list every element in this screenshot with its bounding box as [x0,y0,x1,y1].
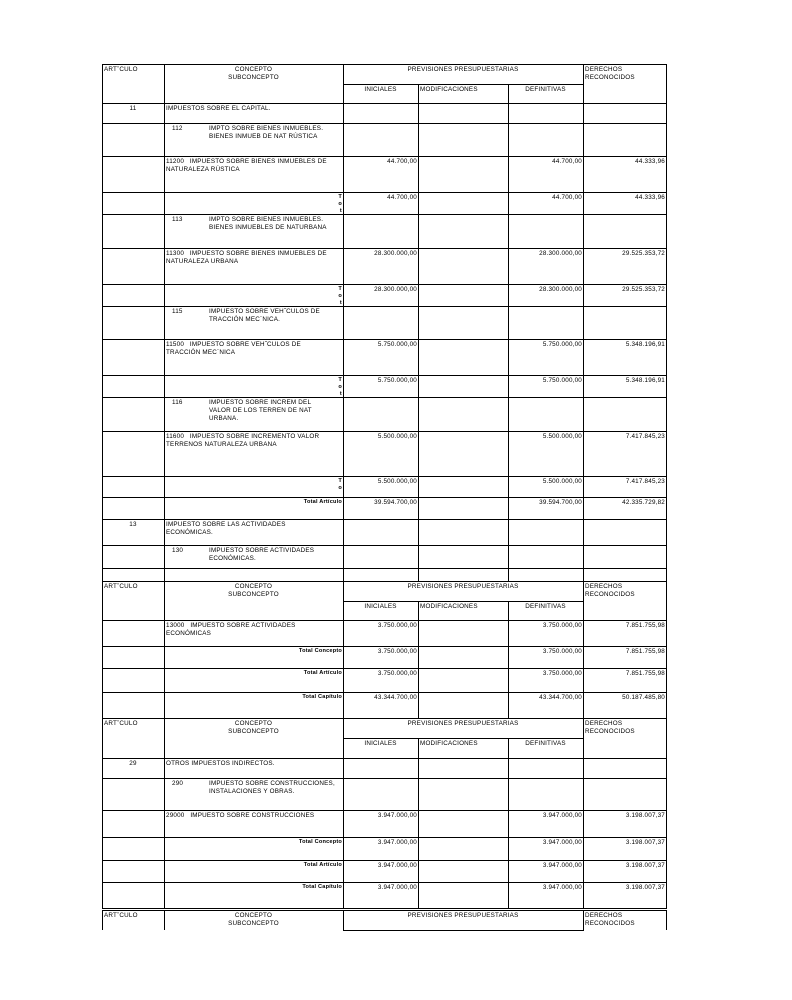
subconcepto-header: SUBCONCEPTO [228,74,279,81]
iniciales-header: INICIALES [364,603,397,610]
header-column-rule [418,84,419,103]
column-rule [666,431,667,477]
column-rule [418,431,419,477]
column-rule [418,397,419,432]
column-rule [666,758,667,779]
iniciales-value: 43.344.700,00 [374,694,417,701]
concepto-label: 11500 IMPUESTO SOBRE VEH˝CULOS DE [166,341,301,348]
reconocidos-header: RECONOCIDOS [585,728,635,735]
definitivas-value: 28.300.000,00 [539,286,582,293]
articulo-code: 13 [129,521,137,528]
definitivas-value: 3.750.000,00 [542,648,582,655]
concepto-label: 11200 IMPUESTO SOBRE BIENES INMUEBLES DE [166,158,327,165]
derechos-value: 44.333,96 [635,158,665,165]
column-rule [343,123,344,157]
definitivas-value: 43.344.700,00 [539,694,582,701]
column-rule [102,192,103,215]
definitivas-value: 5.500.000,00 [542,478,582,485]
iniciales-value: 5.500.000,00 [377,478,417,485]
header-sub-rule [343,601,583,602]
column-rule [164,123,165,157]
articulo-header: ART˚CULO [104,720,138,727]
concepto-label: TRACCIÓN MEC`NICA. [209,316,281,323]
column-rule [102,123,103,157]
column-rule [508,568,509,581]
column-rule [164,545,165,569]
previsiones-header: PREVISIONES PRESUPUESTARIAS [407,66,519,73]
articulo-code: 29 [129,760,137,767]
column-rule [164,778,165,811]
column-rule [164,758,165,779]
header-column-rule [666,581,667,620]
column-rule [343,214,344,249]
articulo-header: ART˚CULO [104,912,138,919]
column-rule [102,156,103,193]
column-rule [418,860,419,883]
header-column-rule [583,910,584,930]
column-rule [164,339,165,376]
iniciales-value: 44.700,00 [387,158,417,165]
iniciales-value: 5.750.000,00 [377,341,417,348]
column-rule [102,646,103,669]
concepto-label: INSTALACIONES Y OBRAS. [209,788,295,795]
column-rule [418,192,419,215]
modificaciones-header: MODIFICACIONES [420,740,478,747]
column-rule [666,778,667,811]
column-rule [666,810,667,838]
reconocidos-header: RECONOCIDOS [585,920,635,927]
header-column-rule [102,718,103,758]
column-rule [164,620,165,647]
column-rule [418,123,419,157]
column-rule [666,692,667,719]
iniciales-value: 3.750.000,00 [377,670,417,677]
definitivas-value: 3.947.000,00 [542,884,582,891]
column-rule [418,882,419,909]
column-rule [418,620,419,647]
column-rule [418,837,419,861]
concepto-label: TERRENOS NATURALEZA URBANA [166,441,277,448]
column-rule [418,646,419,669]
derechos-value: 3.198.007,37 [625,862,665,869]
column-rule [343,397,344,432]
definitivas-value: 39.594.700,00 [539,499,582,506]
column-rule [102,248,103,285]
column-rule [418,778,419,811]
column-rule [583,103,584,124]
column-rule [666,476,667,498]
column-rule [418,568,419,581]
column-rule [583,397,584,432]
header-column-rule [418,738,419,758]
column-rule [164,431,165,477]
column-rule [418,497,419,520]
concepto-label: NATURALEZA URBANA [166,258,239,265]
column-rule [343,545,344,569]
iniciales-value: 5.750.000,00 [377,377,417,384]
concepto-code: 112 [172,125,183,132]
total-label: T o t [338,194,342,214]
derechos-value: 29.525.353,72 [622,286,665,293]
column-rule [418,284,419,307]
iniciales-value: 28.300.000,00 [374,250,417,257]
iniciales-value: 28.300.000,00 [374,286,417,293]
concepto-label: IMPUESTO SOBRE INCREM DEL [209,399,312,406]
concepto-label: BIENES INMUEB DE NAT RÚSTICA [209,133,318,140]
header-column-rule [102,64,103,103]
column-rule [508,214,509,249]
column-rule [418,519,419,546]
column-rule [102,497,103,520]
column-rule [102,620,103,647]
subconcepto-header: SUBCONCEPTO [228,920,279,927]
column-rule [164,306,165,340]
column-rule [583,758,584,779]
definitivas-header: DEFINITIVAS [525,603,566,610]
column-rule [418,668,419,693]
column-rule [418,692,419,719]
column-rule [343,758,344,779]
header-column-rule [102,910,103,930]
total-label: Total Capítulo [302,884,342,890]
column-rule [666,214,667,249]
iniciales-value: 3.750.000,00 [377,648,417,655]
concepto-label: IMPUESTO SOBRE LAS ACTIVIDADES [166,521,286,528]
derechos-value: 7.417.845,23 [625,478,665,485]
articulo-header: ART˚CULO [104,583,138,590]
column-rule [666,568,667,581]
header-column-rule [418,601,419,620]
header-bottom-rule [343,930,584,931]
concepto-label: 11300 IMPUESTO SOBRE BIENES INMUEBLES DE [166,250,327,257]
definitivas-value: 5.750.000,00 [542,377,582,384]
iniciales-value: 3.947.000,00 [377,884,417,891]
column-rule [666,519,667,546]
concepto-label: IMPUESTO SOBRE VEH˝CULOS DE [209,308,320,315]
column-rule [583,123,584,157]
column-rule [418,156,419,193]
concepto-label: ECONÓMICAS. [209,555,256,562]
iniciales-value: 3.750.000,00 [377,622,417,629]
column-rule [102,214,103,249]
reconocidos-header: RECONOCIDOS [585,591,635,598]
column-rule [102,860,103,883]
header-column-rule [583,64,584,103]
iniciales-header: INICIALES [364,86,397,93]
column-rule [343,103,344,124]
total-label: Total Artículo [303,670,342,676]
concepto-label: 11600 IMPUESTO SOBRE INCREMENTO VALOR [166,433,320,440]
column-rule [102,545,103,569]
total-label: T o t [338,286,342,306]
column-rule [418,375,419,398]
column-rule [508,519,509,546]
column-rule [666,123,667,157]
column-rule [583,545,584,569]
definitivas-value: 3.947.000,00 [542,862,582,869]
previsiones-header: PREVISIONES PRESUPUESTARIAS [407,583,519,590]
definitivas-value: 44.700,00 [552,158,582,165]
column-rule [164,568,165,581]
header-column-rule [102,581,103,620]
column-rule [102,476,103,498]
column-rule [666,882,667,909]
column-rule [666,620,667,647]
column-rule [666,397,667,432]
column-rule [666,375,667,398]
definitivas-value: 5.750.000,00 [542,341,582,348]
header-column-rule [666,64,667,103]
definitivas-value: 5.500.000,00 [542,433,582,440]
column-rule [666,646,667,669]
total-label: Total Concepto [298,839,342,845]
column-rule [666,103,667,124]
column-rule [164,156,165,193]
derechos-header: DERECHOS [585,912,623,919]
definitivas-value: 3.750.000,00 [542,670,582,677]
header-column-rule [666,718,667,758]
concepto-header: CONCEPTO [234,912,273,919]
derechos-value: 7.851.755,98 [625,622,665,629]
iniciales-value: 3.947.000,00 [377,839,417,846]
previsiones-header: PREVISIONES PRESUPUESTARIAS [407,912,519,919]
column-rule [102,568,103,581]
iniciales-value: 3.947.000,00 [377,862,417,869]
column-rule [343,306,344,340]
derechos-header: DERECHOS [585,720,623,727]
column-rule [102,431,103,477]
concepto-label: BIENES INMUEBLES DE NATURBANA [209,224,327,231]
definitivas-value: 44.700,00 [552,194,582,201]
column-rule [666,339,667,376]
column-rule [666,837,667,861]
column-rule [164,214,165,249]
derechos-value: 44.333,96 [635,194,665,201]
column-rule [666,668,667,693]
derechos-value: 3.198.007,37 [625,884,665,891]
concepto-code: 115 [172,308,183,315]
column-rule [583,568,584,581]
articulo-header: ART˚CULO [104,66,138,73]
column-rule [102,668,103,693]
derechos-header: DERECHOS [585,583,623,590]
header-column-rule [666,910,667,930]
concepto-header: CONCEPTO [234,583,273,590]
column-rule [164,519,165,546]
column-rule [666,156,667,193]
column-rule [418,103,419,124]
concepto-label: IMPUESTOS SOBRE EL CAPITAL. [166,105,271,112]
total-label: Total Artículo [303,499,342,505]
column-rule [508,103,509,124]
concepto-label: IMPTO SOBRE BIENES INMUEBLES. [209,216,324,223]
definitivas-value: 3.947.000,00 [542,812,582,819]
derechos-header: DERECHOS [585,66,623,73]
column-rule [102,882,103,909]
iniciales-value: 3.947.000,00 [377,812,417,819]
total-label: T o [338,478,342,491]
column-rule [418,758,419,779]
column-rule [666,284,667,307]
column-rule [508,758,509,779]
column-rule [508,306,509,340]
concepto-header: CONCEPTO [234,66,273,73]
derechos-value: 50.187.485,80 [622,694,665,701]
column-rule [583,214,584,249]
column-rule [164,248,165,285]
column-rule [102,397,103,432]
derechos-value: 3.198.007,37 [625,812,665,819]
concepto-header: CONCEPTO [234,720,273,727]
column-rule [666,192,667,215]
definitivas-value: 3.750.000,00 [542,622,582,629]
column-rule [164,810,165,838]
header-sub-rule [343,738,583,739]
column-rule [418,306,419,340]
column-rule [102,284,103,307]
previsiones-header: PREVISIONES PRESUPUESTARIAS [407,720,519,727]
concepto-label: ECONÓMICAS. [166,529,213,536]
concepto-label: NATURALEZA RÚSTICA [166,166,240,173]
concepto-label: IMPTO SOBRE BIENES INMUEBLES. [209,125,324,132]
derechos-value: 5.348.196,91 [625,377,665,384]
column-rule [583,778,584,811]
derechos-value: 5.348.196,91 [625,341,665,348]
modificaciones-header: MODIFICACIONES [420,86,478,93]
concepto-label: TRACCIÓN MEC`NICA [166,349,236,356]
column-rule [418,248,419,285]
concepto-label: OTROS IMPUESTOS INDIRECTOS. [166,760,275,767]
articulo-code: 11 [129,105,137,112]
column-rule [418,476,419,498]
iniciales-header: INICIALES [364,740,397,747]
column-rule [666,248,667,285]
concepto-label: 29000 IMPUESTO SOBRE CONSTRUCCIONES [166,812,315,819]
concepto-code: 290 [172,780,184,787]
total-label: Total Concepto [298,648,342,654]
column-rule [508,397,509,432]
column-rule [666,860,667,883]
column-rule [102,837,103,861]
column-rule [343,519,344,546]
iniciales-value: 5.500.000,00 [377,433,417,440]
column-rule [102,306,103,340]
iniciales-value: 44.700,00 [387,194,417,201]
header-column-rule [583,718,584,758]
column-rule [418,545,419,569]
definitivas-value: 3.947.000,00 [542,839,582,846]
column-rule [583,519,584,546]
iniciales-value: 39.594.700,00 [374,499,417,506]
concepto-label: IMPUESTO SOBRE CONSTRUCCIONES, [209,780,335,787]
derechos-value: 7.417.845,23 [625,433,665,440]
subconcepto-header: SUBCONCEPTO [228,728,279,735]
column-rule [666,545,667,569]
concepto-code: 130 [172,547,184,554]
total-label: Total Artículo [303,862,342,868]
column-rule [343,568,344,581]
column-rule [164,397,165,432]
column-rule [418,339,419,376]
subconcepto-header: SUBCONCEPTO [228,591,279,598]
definitivas-header: DEFINITIVAS [525,740,566,747]
total-label: Total Capítulo [302,694,342,700]
column-rule [102,375,103,398]
concepto-code: 116 [172,399,183,406]
column-rule [102,339,103,376]
column-rule [102,810,103,838]
column-rule [418,810,419,838]
reconocidos-header: RECONOCIDOS [585,74,635,81]
column-rule [508,123,509,157]
column-rule [508,778,509,811]
concepto-label: IMPUESTO SOBRE ACTIVIDADES [209,547,315,554]
concepto-code: 113 [172,216,183,223]
definitivas-value: 28.300.000,00 [539,250,582,257]
concepto-label: URBANA. [209,415,239,422]
column-rule [508,545,509,569]
concepto-label: ECONÓMICAS [166,630,212,637]
derechos-value: 29.525.353,72 [622,250,665,257]
derechos-value: 42.335.729,82 [622,499,665,506]
derechos-value: 3.198.007,37 [625,839,665,846]
definitivas-header: DEFINITIVAS [525,86,566,93]
column-rule [102,692,103,719]
header-sub-rule [343,84,583,85]
derechos-value: 7.851.755,98 [625,648,665,655]
column-rule [343,778,344,811]
column-rule [418,214,419,249]
column-rule [102,778,103,811]
column-rule [583,306,584,340]
concepto-label: 13000 IMPUESTO SOBRE ACTIVIDADES [166,622,296,629]
concepto-label: VALOR DE LOS TERREN DE NAT [209,407,312,414]
column-rule [164,103,165,124]
total-label: T o t [338,377,342,397]
derechos-value: 7.851.755,98 [625,670,665,677]
header-column-rule [583,581,584,620]
column-rule [666,306,667,340]
column-rule [666,497,667,520]
modificaciones-header: MODIFICACIONES [420,603,478,610]
